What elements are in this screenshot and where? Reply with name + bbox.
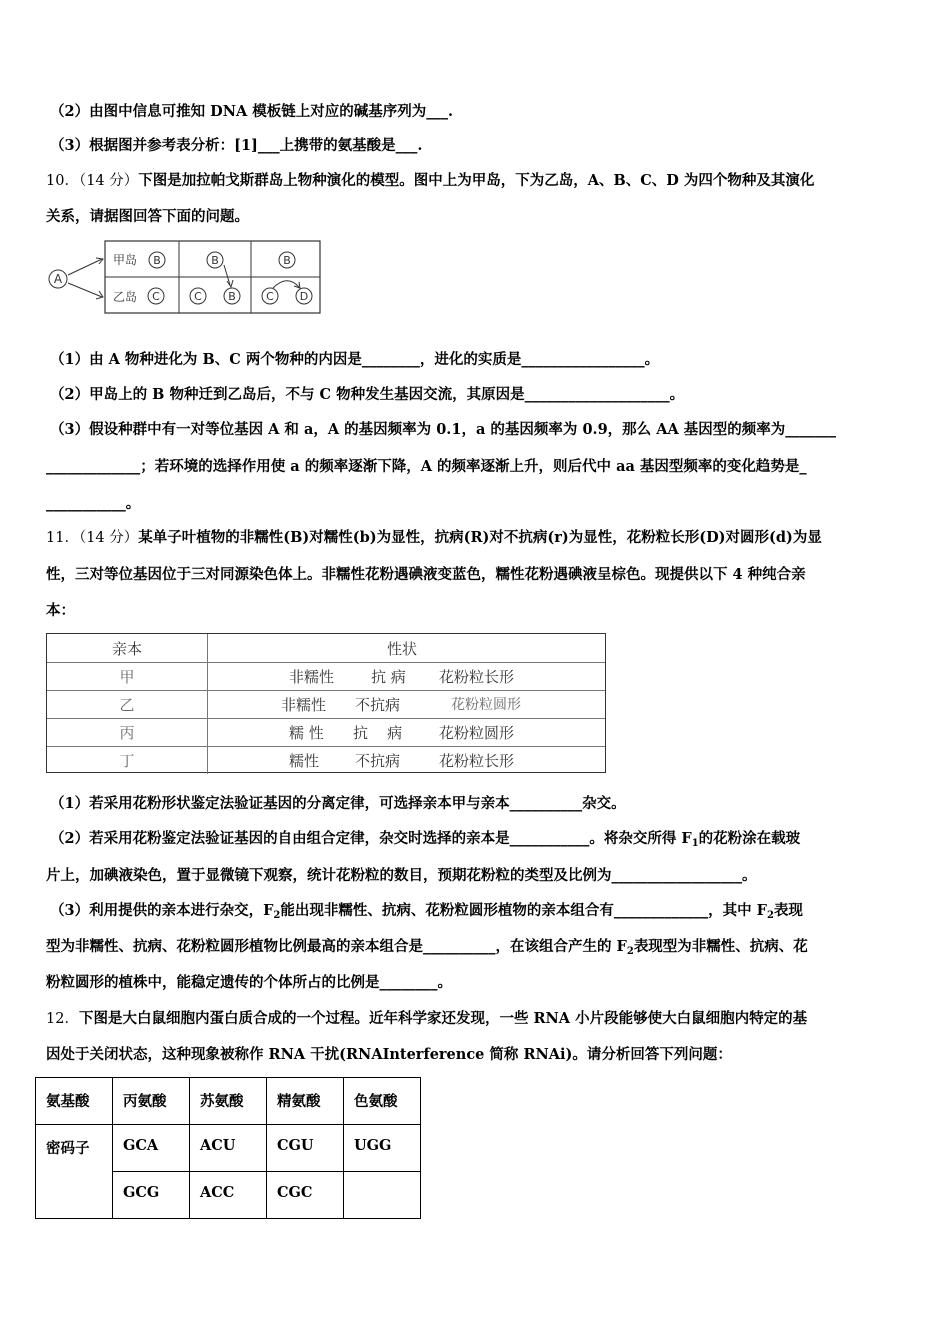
trait-pollen: 花粉粒圆形 — [451, 697, 521, 713]
table-row — [47, 662, 605, 691]
trait-pollen: 花粉粒长形 — [439, 668, 515, 686]
q10-part3-line3: ___________。 — [46, 495, 141, 512]
trait-resistance: 不抗病 — [355, 696, 401, 714]
amino-acid-cell: 苏氨酸 — [190, 1078, 267, 1125]
q10-stem-line2: 关系，请据图回答下面的问题。 — [46, 208, 249, 225]
q10-number: 10．（14 分） — [46, 173, 139, 189]
q11-number: 11．（14 分） — [46, 530, 139, 546]
table-row — [47, 746, 605, 774]
top-species-3: B — [283, 254, 291, 267]
bottom-species-5: D — [299, 290, 309, 303]
q12-stem-line1: 12．下图是大白鼠细胞内蛋白质合成的一个过程。近年科学家还发现，一些 RNA 小片段能够使大白鼠细胞内特定的基 — [46, 1010, 808, 1027]
codon-cell: ACC — [190, 1172, 267, 1219]
bottom-species-4: C — [266, 290, 274, 303]
parent-name: 丁 — [119, 752, 135, 770]
q9-part3: （3）根据图并参考表分析：[1]___上携带的氨基酸是___. — [50, 137, 423, 154]
bottom-species-3: B — [228, 290, 236, 303]
codon-cell: GCG — [113, 1172, 190, 1219]
amino-acid-cell: 精氨酸 — [267, 1078, 344, 1125]
table-header-row — [47, 634, 605, 663]
amino-acid-label: 氨基酸 — [36, 1078, 113, 1125]
q10-part2: （2）甲岛上的 B 物种迁到乙岛后，不与 C 物种发生基因交流，其原因是____________________。 — [50, 386, 685, 403]
q11-part3-line3: 粉粒圆形的植株中，能稳定遗传的个体所占的比例是________。 — [46, 974, 452, 991]
top-species-2: B — [211, 254, 219, 267]
parent-name: 乙 — [119, 696, 135, 714]
trait-resistance: 抗 病 — [371, 668, 406, 686]
q11-part3-line1: （3）利用提供的亲本进行杂交，$F_2$能出现非糯性、抗病、花粉粒圆形植物的亲本组合有_____________，其中 $F_2$表现 — [50, 902, 803, 921]
trait-waxy: 非糯性 — [281, 696, 327, 714]
q10-part3-line1: （3）假设种群中有一对等位基因 A 和 a，A 的基因频率为 0.1，a 的基因频率为 0.9，那么 AA 基因型的频率为_______ — [50, 421, 837, 438]
speciation-arrow — [273, 281, 299, 288]
codon-cell: CGU — [267, 1125, 344, 1172]
codon-cell: GCA — [113, 1125, 190, 1172]
codon-cell: CGC — [267, 1172, 344, 1219]
header-parent: 亲本 — [111, 640, 142, 658]
q11-part2-line1: （2）若采用花粉鉴定法验证基因的自由组合定律，杂交时选择的亲本是___________。将杂交所得 $F_1$的花粉涂在载玻 — [50, 830, 801, 849]
species-a-label: A — [53, 272, 63, 286]
table-row — [36, 1125, 421, 1172]
q11-part2-line2: 片上，加碘液染色，置于显微镜下观察，统计花粉粒的数目，预期花粉粒的类型及比例为__________________。 — [46, 867, 757, 884]
table-row — [47, 718, 605, 747]
q11-part3-line2: 型为非糯性、抗病、花粉粒圆形植物比例最高的亲本组合是__________，在该组合产生的 $F_2$表现型为非糯性、抗病、花 — [46, 938, 808, 957]
q9-part2: （2）由图中信息可推知 DNA 模板链上对应的碱基序列为___. — [50, 103, 454, 120]
q10-stem-line1: 10．（14 分）下图是加拉帕戈斯群岛上物种演化的模型。图中上为甲岛，下为乙岛，A、B、C、D 为四个物种及其演化 — [46, 172, 815, 189]
island-bottom-label: 乙岛 — [113, 290, 138, 304]
amino-acid-cell: 丙氨酸 — [113, 1078, 190, 1125]
bottom-species-2: C — [194, 290, 202, 303]
bottom-species-1: C — [152, 290, 160, 303]
top-species-1: B — [153, 254, 161, 267]
trait-resistance: 不抗病 — [355, 752, 401, 770]
table-row — [36, 1078, 421, 1125]
q11-part1: （1）若采用花粉形状鉴定法验证基因的分离定律，可选择亲本甲与亲本__________杂交。 — [50, 795, 626, 812]
codon-label: 密码子 — [36, 1125, 113, 1219]
q11-stem-line1: 11．（14 分）某单子叶植物的非糯性(B)对糯性(b)为显性，抗病(R)对不抗病(r)为显性，花粉粒长形(D)对圆形(d)为显 — [46, 529, 822, 546]
parent-name: 丙 — [119, 724, 135, 742]
codon-cell — [344, 1172, 421, 1219]
header-traits: 性状 — [387, 640, 418, 658]
amino-acid-cell: 色氨酸 — [344, 1078, 421, 1125]
trait-pollen: 花粉粒长形 — [439, 752, 515, 770]
trait-waxy: 糯性 — [289, 752, 320, 770]
island-top-label: 甲岛 — [113, 253, 138, 267]
codon-table — [35, 1077, 421, 1219]
q12-number: 12． — [46, 1011, 79, 1027]
table-row — [47, 690, 605, 719]
codon-cell: UGG — [344, 1125, 421, 1172]
parent-traits-table — [46, 633, 606, 773]
parent-name: 甲 — [119, 668, 135, 686]
q10-part3-line2: _____________；若环境的选择作用使 a 的频率逐渐下降，A 的频率逐渐上升，则后代中 aa 基因型频率的变化趋势是_ — [46, 458, 807, 475]
q11-stem-line2: 性，三对等位基因位于三对同源染色体上。非糯性花粉遇碘液变蓝色，糯性花粉遇碘液呈棕色。现提供以下 4 种纯合亲 — [46, 566, 806, 583]
evolution-diagram — [46, 238, 326, 318]
q10-part1: （1）由 A 物种进化为 B、C 两个物种的内因是________，进化的实质是_________________。 — [50, 351, 660, 368]
trait-resistance: 抗 病 — [353, 724, 403, 742]
trait-waxy: 糯 性 — [289, 724, 324, 742]
migration-arrow — [224, 265, 230, 285]
trait-waxy: 非糯性 — [289, 668, 335, 686]
codon-cell: ACU — [190, 1125, 267, 1172]
q11-stem-line3: 本： — [46, 602, 75, 619]
trait-pollen: 花粉粒圆形 — [439, 724, 515, 742]
q12-stem-line2: 因处于关闭状态，这种现象被称作 RNA 干扰(RNAInterference 简称 RNAi)。请分析回答下列问题： — [46, 1046, 732, 1063]
